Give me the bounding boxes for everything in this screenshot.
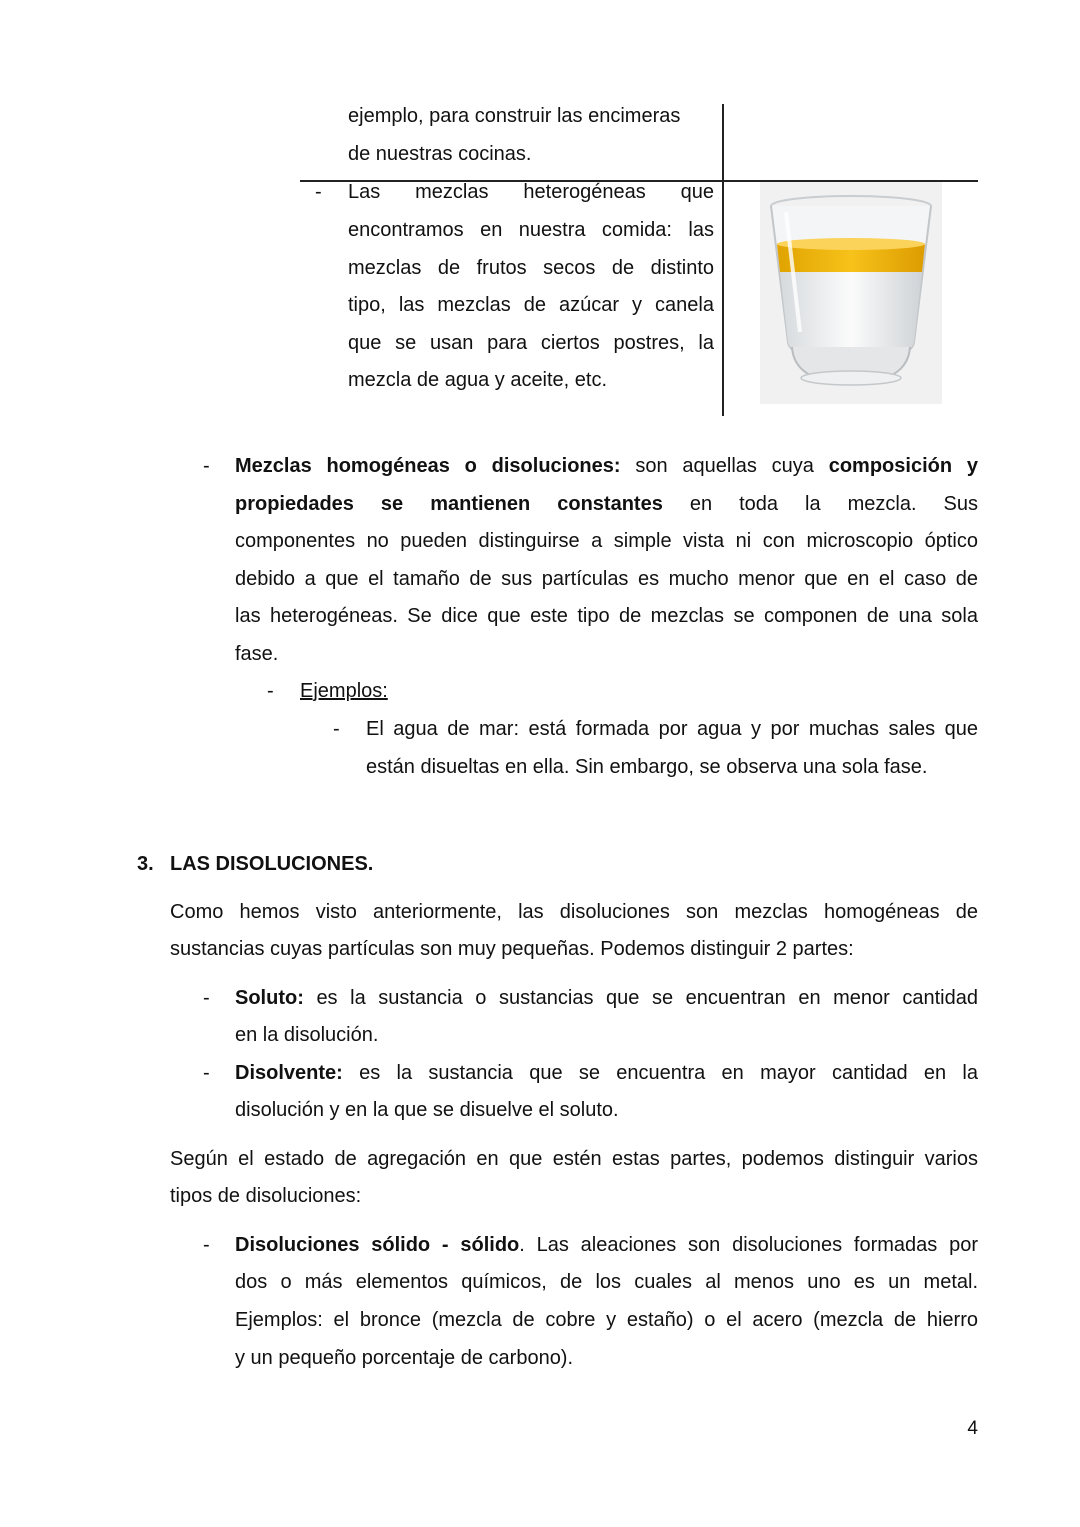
states-line: Según el estado de agregación en que estén estas partes, podemos distinguir varios: [170, 1148, 978, 1170]
homogeneous-line: componentes no pueden distinguirse a simple vista ni con microscopio óptico: [235, 530, 978, 552]
glass-water-oil-icon: [760, 182, 942, 404]
intro-line: sustancias cuyas partículas son muy pequeñas. Podemos distinguir 2 partes:: [170, 938, 854, 960]
soluto-term: Soluto:: [235, 987, 304, 1009]
solid-term: Disoluciones sólido - sólido: [235, 1234, 520, 1256]
table-row2-line: que se usan para ciertos postres, la: [348, 332, 714, 354]
section-number: 3.: [137, 853, 154, 875]
disolvente-line-1: Disolvente: es la sustancia que se encuentra en mayor cantidad en la: [235, 1062, 978, 1084]
table-row2-line: encontramos en nuestra comida: las: [348, 219, 714, 241]
table-row2-line: mezclas de frutos secos de distinto: [348, 257, 714, 279]
disolvente-line-2: disolución y en la que se disuelve el soluto.: [235, 1099, 619, 1121]
examples-dash: -: [267, 680, 274, 702]
page-number: 4: [967, 1418, 978, 1439]
section-title: LAS DISOLUCIONES.: [170, 853, 374, 875]
bullet-dash: -: [203, 1234, 210, 1256]
table-row2-line: Las mezclas heterogéneas que: [348, 181, 714, 203]
table-row1-line: ejemplo, para construir las encimeras: [348, 105, 681, 127]
solid-line-1: Disoluciones sólido - sólido. Las aleaciones son disoluciones formadas por: [235, 1234, 978, 1256]
homogeneous-line: fase.: [235, 643, 279, 665]
table-row2-line: tipo, las mezclas de azúcar y canela: [348, 294, 714, 316]
table-vertical-rule: [722, 104, 724, 416]
homogeneous-bold-phrase: composición y: [828, 455, 978, 477]
solid-line: dos o más elementos químicos, de los cuales al menos uno es un metal.: [235, 1271, 978, 1293]
homogeneous-bold-phrase: propiedades se mantienen constantes: [235, 493, 663, 515]
homogeneous-line-1: [235, 448, 978, 486]
homogeneous-line: debido a que el tamaño de sus partículas es mucho menor que en el caso de: [235, 568, 978, 590]
bullet-dash: -: [203, 987, 210, 1009]
table-row2-dash: -: [315, 181, 322, 203]
intro-line: Como hemos visto anteriormente, las disoluciones son mezclas homogéneas de: [170, 901, 978, 923]
table-row1-line: de nuestras cocinas.: [348, 143, 532, 165]
example-line: están disueltas en ella. Sin embargo, se observa una sola fase.: [366, 756, 928, 778]
examples-label: Ejemplos:: [300, 680, 388, 702]
example-line: El agua de mar: está formada por agua y por muchas sales que: [366, 718, 978, 740]
solid-line: Ejemplos: el bronce (mezcla de cobre y estaño) o el acero (mezcla de hierro: [235, 1309, 978, 1331]
example-dash: -: [333, 718, 340, 740]
homogeneous-term: Mezclas homogéneas o disoluciones:: [235, 455, 621, 477]
solid-line: y un pequeño porcentaje de carbono).: [235, 1347, 574, 1369]
homogeneous-text: en toda la mezcla. Sus: [662, 493, 979, 515]
disolvente-term: Disolvente:: [235, 1062, 343, 1084]
homogeneous-line-2: [235, 486, 978, 524]
homogeneous-text: son aquellas cuya: [620, 455, 829, 477]
soluto-line-1: Soluto: es la sustancia o sustancias que se encuentran en menor cantidad: [235, 987, 978, 1009]
soluto-line-2: en la disolución.: [235, 1024, 379, 1046]
bullet-dash: -: [203, 1062, 210, 1084]
bullet-dash: -: [203, 455, 210, 477]
table-row2-line: mezcla de agua y aceite, etc.: [348, 369, 608, 391]
homogeneous-line: las heterogéneas. Se dice que este tipo de mezclas se componen de una sola: [235, 605, 978, 627]
states-line: tipos de disoluciones:: [170, 1185, 362, 1207]
